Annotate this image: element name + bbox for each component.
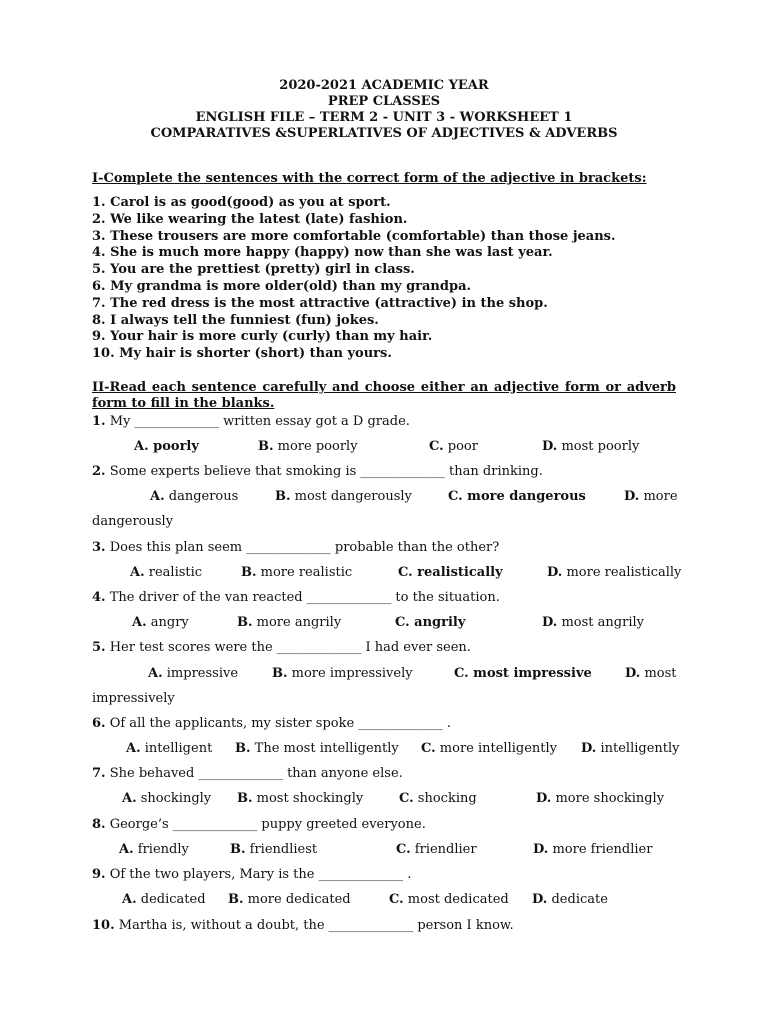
- option-d-continuation: dangerously: [92, 514, 174, 529]
- option-d[interactable]: D. most: [625, 666, 677, 681]
- option-c[interactable]: C. realistically: [398, 565, 503, 580]
- header-prep-classes: PREP CLASSES: [327, 94, 441, 109]
- option-b[interactable]: B. more realistic: [241, 565, 353, 580]
- option-b[interactable]: B. more dedicated: [228, 892, 351, 907]
- question-1: [92, 414, 676, 430]
- worksheet-header: [0, 78, 768, 142]
- question-9: [92, 867, 676, 883]
- question-7: [92, 766, 676, 782]
- option-d[interactable]: D. intelligently: [581, 741, 680, 756]
- option-d[interactable]: D. dedicate: [532, 892, 608, 907]
- option-c[interactable]: C. more intelligently: [421, 741, 558, 756]
- header-unit: ENGLISH FILE – TERM 2 - UNIT 3 - WORKSHEET 1: [195, 110, 573, 125]
- option-a[interactable]: A. impressive: [148, 666, 239, 681]
- option-c[interactable]: C. poor: [429, 439, 478, 454]
- section1-item: 6. My grandma is more older(old) than my grandpa.: [92, 278, 472, 294]
- section1-item: 2. We like wearing the latest (late) fashion.: [92, 211, 408, 227]
- option-a[interactable]: A. dangerous: [150, 489, 239, 504]
- section1-item: 9. Your hair is more curly (curly) than my hair.: [92, 329, 433, 345]
- question-number: 2.: [92, 464, 106, 479]
- option-d[interactable]: D. more realistically: [547, 565, 682, 580]
- question-text: My _____________ written essay got a D grade.: [105, 414, 410, 429]
- question-text: Her test scores were the _____________ I had ever seen.: [105, 640, 471, 655]
- option-d-continuation: impressively: [92, 691, 175, 706]
- question-text: Does this plan seem _____________ probable than the other?: [105, 540, 500, 555]
- section1-item: 5. You are the prettiest (pretty) girl in class.: [92, 262, 415, 278]
- question-number: 1.: [92, 414, 106, 429]
- question-number: 10.: [92, 918, 115, 933]
- option-a[interactable]: A. shockingly: [122, 791, 212, 806]
- section1-item: 1. Carol is as good(good) as you at sport.: [92, 195, 391, 210]
- question-10: [92, 918, 676, 934]
- option-b[interactable]: B. The most intelligently: [235, 741, 399, 756]
- question-8: [92, 817, 676, 833]
- question-number: 8.: [92, 817, 106, 832]
- question-text: Of the two players, Mary is the _____________ .: [105, 867, 412, 882]
- option-a[interactable]: A. angry: [132, 615, 189, 630]
- question-number: 9.: [92, 867, 106, 882]
- header-topic: COMPARATIVES &SUPERLATIVES OF ADJECTIVES & ADVERBS: [150, 126, 618, 141]
- option-a[interactable]: A. intelligent: [126, 741, 213, 756]
- section2-title: II-Read each sentence carefully and choose either an adjective form or adverb form to fill in the blanks.: [92, 380, 676, 411]
- option-d[interactable]: D. more shockingly: [536, 791, 665, 806]
- question-text: George’s _____________ puppy greeted everyone.: [105, 817, 426, 832]
- option-a[interactable]: A. friendly: [119, 842, 189, 857]
- option-b[interactable]: B. most shockingly: [237, 791, 364, 806]
- option-d[interactable]: D. most angrily: [542, 615, 644, 630]
- section1-item: 4. She is much more happy (happy) now than she was last year.: [92, 245, 553, 261]
- question-number: 6.: [92, 716, 106, 731]
- option-b[interactable]: B. more impressively: [272, 666, 413, 681]
- option-b[interactable]: B. friendliest: [230, 842, 318, 857]
- section1-item: 7. The red dress is the most attractive (attractive) in the shop.: [92, 295, 548, 311]
- header-academic-year: 2020-2021 ACADEMIC YEAR: [279, 78, 489, 93]
- option-c[interactable]: C. most dedicated: [389, 892, 509, 907]
- option-c[interactable]: C. shocking: [399, 791, 477, 806]
- question-text: The driver of the van reacted _____________ to the situation.: [105, 590, 500, 605]
- question-text: Martha is, without a doubt, the _____________ person I know.: [114, 918, 514, 933]
- section1-list: [92, 195, 682, 363]
- option-b[interactable]: B. most dangerously: [275, 489, 412, 504]
- option-d[interactable]: D. more: [624, 489, 678, 504]
- option-d[interactable]: D. most poorly: [542, 439, 640, 454]
- section1-item: 3. These trousers are more comfortable (comfortable) than those jeans.: [92, 228, 616, 244]
- section1-title: I-Complete the sentences with the correct form of the adjective in brackets:: [92, 171, 647, 186]
- option-d[interactable]: D. more friendlier: [533, 842, 653, 857]
- question-3: [92, 540, 676, 556]
- question-text: Of all the applicants, my sister spoke _____________ .: [105, 716, 452, 731]
- question-6: [92, 716, 676, 732]
- option-c[interactable]: C. friendlier: [396, 842, 477, 857]
- question-number: 7.: [92, 766, 106, 781]
- question-number: 5.: [92, 640, 106, 655]
- section1-item: 8. I always tell the funniest (fun) jokes.: [92, 312, 379, 328]
- option-c[interactable]: C. most impressive: [454, 666, 592, 681]
- option-b[interactable]: B. more poorly: [258, 439, 358, 454]
- question-2: [92, 464, 676, 480]
- question-text: Some experts believe that smoking is _____________ than drinking.: [105, 464, 543, 479]
- question-5: [92, 640, 676, 656]
- question-text: She behaved _____________ than anyone else.: [105, 766, 403, 781]
- option-a[interactable]: A. poorly: [134, 439, 199, 454]
- section1-item: 10. My hair is shorter (short) than yours.: [92, 346, 392, 362]
- option-a[interactable]: A. dedicated: [122, 892, 206, 907]
- question-number: 3.: [92, 540, 106, 555]
- option-c[interactable]: C. angrily: [395, 615, 466, 630]
- option-a[interactable]: A. realistic: [130, 565, 203, 580]
- question-number: 4.: [92, 590, 106, 605]
- question-4: [92, 590, 676, 606]
- option-c[interactable]: C. more dangerous: [448, 489, 586, 504]
- option-b[interactable]: B. more angrily: [237, 615, 342, 630]
